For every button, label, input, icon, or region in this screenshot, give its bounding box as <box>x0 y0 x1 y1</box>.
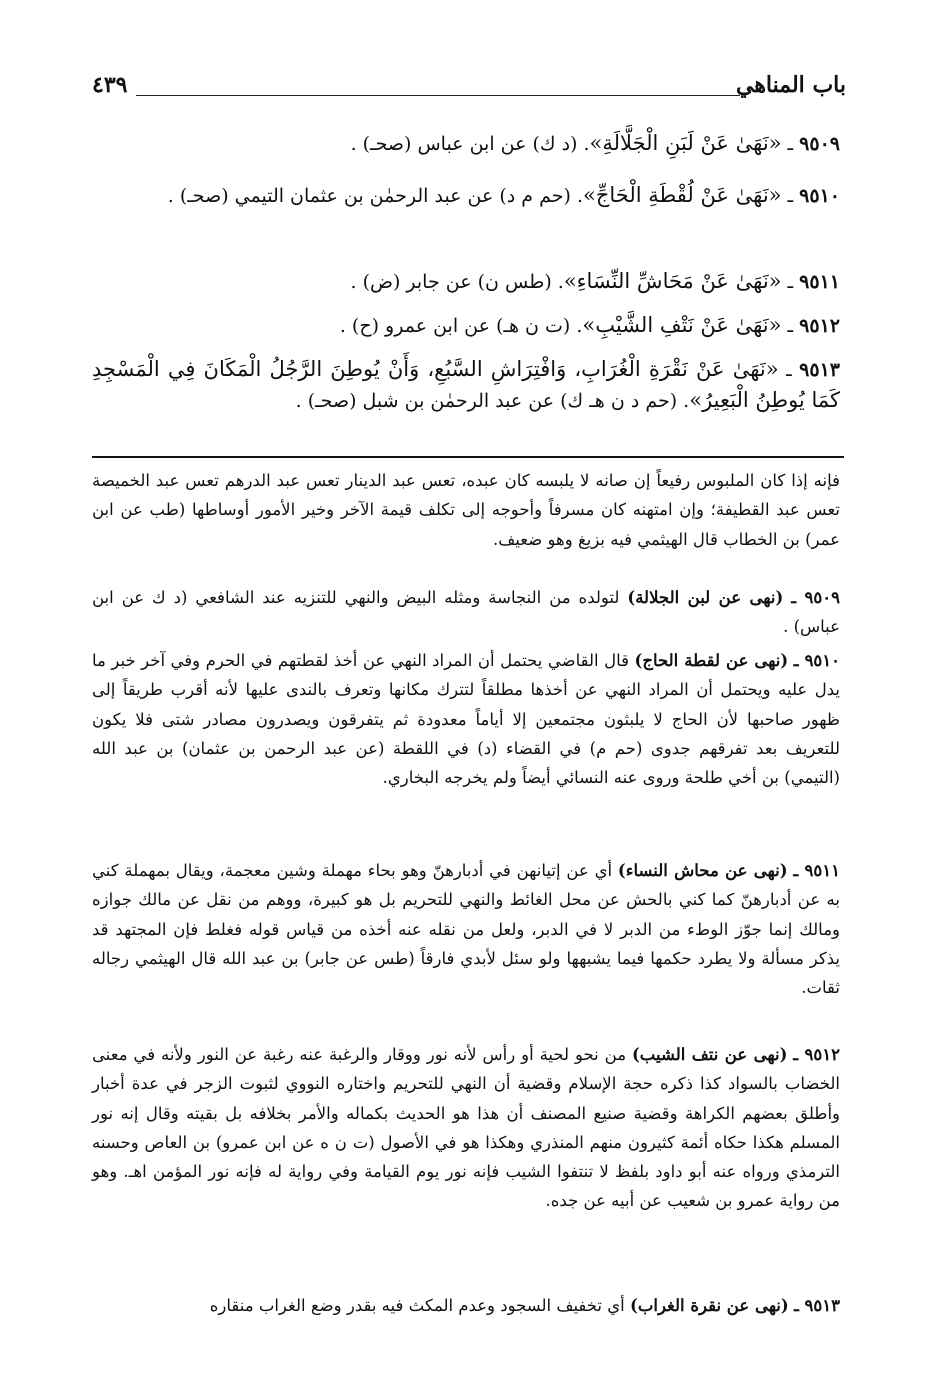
commentary-paragraph <box>92 856 840 1002</box>
hadith-source: . (د ك) عن ابن عباس (صحـ) . <box>350 133 590 155</box>
commentary-text: فإنه إذا كان الملبوس رفيعاً إن صانه لا يلبسه كان عبده، تعس عبد الدينار تعس عبد الدرهم تعس عبد الخميصة تعس عبد القطيفة؛ وإن امتهنه كان مسرفاً وأحوجه إلى تكلف قيمة الآخر وخير الأمور أوساطها (طب عن ابن عمر) بن الخطاب قال الهيثمي فيه بزيغ وهو ضعيف. <box>92 471 840 549</box>
section-divider <box>92 456 844 458</box>
hadith-number: ٩٥١٠ <box>799 185 840 207</box>
commentary-paragraph <box>92 583 840 642</box>
commentary-paragraph <box>92 646 840 792</box>
commentary-text: قال القاضي يحتمل أن المراد النهي عن أخذ لقطتهم في الحرم وفي آخر خبر ما يدل عليه ويحتمل أن المراد النهي عن أخذها مطلقاً لتترك مكانها وتعرف بالندى عليها لأنه أقرب طريقاً إلى ظهور صاحبها لأن الحاج لا يلبثون مجتمعين إلا أياماً معدودة ثم يتفرقون ويصدرون مصادر شتى فلا يكون للتعريف بعد تفرقهم جدوى (حم م) في القضاء (د) في اللقطة (عن عبد الرحمن بن عثمان) بن عبد الله (التيمي) بن أخي طلحة وروى عنه النسائي أيضاً ولم يخرجه البخاري. <box>92 651 840 788</box>
commentary-paragraph <box>92 1040 840 1216</box>
hadith-entry: ٩٥٠٩ ـ «نَهَىٰ عَنْ لَبَنِ الْجَلَّالَةِ». (د ك) عن ابن عباس (صحـ) . <box>350 131 840 155</box>
hadith-text: «نَهَىٰ عَنْ مَحَاشِّ النِّسَاءِ» <box>563 269 782 293</box>
hadith-text: «نَهَىٰ عَنْ لُقْطَةِ الْحَاجِّ» <box>583 183 782 207</box>
commentary-key: (نهى عن نقرة الغراب) <box>630 1296 789 1315</box>
commentary-text: لتولده من النجاسة ومثله البيض والنهي للتنزيه عند الشافعي (د ك عن ابن عباس) . <box>92 588 840 637</box>
commentary-text: أي عن إتيانهن في أدبارهنّ وهو بحاء مهملة وشين معجمة، ويقال بمهملة كني به عن أدبارهنّ كما كني بالحش عن محل الغائط والنهي للتحريم بل هو كبيرة، ووهم من نقل عن مالك جوازه ومالك إنما جوّز الوطء من الدبر لا في الدبر، ولعل من نقله عنه أخذه من قياس قوله فغلط فإن المجتهد قد يذكر مسألة ولا يطرد حكمها فيما يشبهها ولو سئل لأبدي فارقاً (طس عن جابر) بن عبد الله قال الهيثمي رجاله ثقات. <box>92 861 840 998</box>
commentary-key: (نهى عن لبن الجلالة) <box>627 588 784 607</box>
commentary-paragraph <box>92 1291 840 1320</box>
hadith-source: . (حم م د) عن عبد الرحمٰن بن عثمان التيمي (صحـ) . <box>167 185 583 207</box>
commentary-key: (نهى عن محاش النساء) <box>617 861 788 880</box>
hadith-source: . (طس ن) عن جابر (ض) . <box>350 271 564 293</box>
hadith-number: ٩٥١١ <box>799 271 840 293</box>
hadith-entry: ٩٥١٠ ـ «نَهَىٰ عَنْ لُقْطَةِ الْحَاجِّ». (حم م د) عن عبد الرحمٰن بن عثمان التيمي (صحـ) . <box>167 183 840 207</box>
hadith-source: . (حم د ن هـ ك) عن عبد الرحمٰن بن شبل (صحـ) . <box>295 390 690 412</box>
commentary-number: ٩٥١١ ـ <box>793 861 840 880</box>
hadith-text: «نَهَىٰ عَنْ لَبَنِ الْجَلَّالَةِ» <box>589 131 782 155</box>
commentary-number: ٩٥١٣ ـ <box>793 1296 840 1315</box>
hadith-entry: ٩٥١١ ـ «نَهَىٰ عَنْ مَحَاشِّ النِّسَاءِ». (طس ن) عن جابر (ض) . <box>350 269 840 293</box>
page-header <box>92 72 846 106</box>
header-rule <box>136 95 740 96</box>
chapter-title: باب المناهي <box>735 72 846 98</box>
hadith-entry: ٩٥١٢ ـ «نَهَىٰ عَنْ نَتْفِ الشَّيْبِ». (ت ن هـ) عن ابن عمرو (ح) . <box>339 313 840 337</box>
commentary-key: (نهى عن لقطة الحاج) <box>634 651 789 670</box>
commentary-number: ٩٥١٠ ـ <box>793 651 841 670</box>
hadith-number: ٩٥١٣ <box>799 359 840 381</box>
hadith-text: «نَهَىٰ عَنْ نَقْرَةِ الْغُرَابِ، وَافْتِرَاشِ السَّبُعِ، وَأَنْ يُوطِنَ الرَّجُلُ الْمَكَانَ فِي الْمَسْجِدِ كَمَا يُوطِنُ الْبَعِيرُ» <box>92 357 840 412</box>
hadith-number: ٩٥١٢ <box>799 315 840 337</box>
commentary-key: (نهى عن نتف الشيب) <box>632 1045 788 1064</box>
hadith-source: . (ت ن هـ) عن ابن عمرو (ح) . <box>339 315 583 337</box>
commentary-number: ٩٥١٢ ـ <box>793 1045 840 1064</box>
page-number: ٤٣٩ <box>92 72 128 98</box>
hadith-text: «نَهَىٰ عَنْ نَتْفِ الشَّيْبِ» <box>582 313 782 337</box>
commentary-text: من نحو لحية أو رأس لأنه نور ووقار والرغبة عنه رغبة عن النور ولأنه في معنى الخضاب بالسواد كذا ذكره حجة الإسلام وقضية أن النهي للتحريم واختاره النووي لثبوت الزجر في عدة أخبار وأطلق بعضهم الكراهة وقضية صنيع المصنف أن هذا هو الحديث بكماله والأمر بخلافه بل بقيته وقال إنه نور المسلم هكذا حكاه أئمة كثيرون منهم المنذري وهكذا هو في الأصول (ت ن ه عن ابن عمرو) بن العاص وحسنه الترمذي ورواه عنه أبو داود بلفظ لا تنتفوا الشيب فإنه نور يوم القيامة وفي رواية له فإنه نور المؤمن اهـ. وهو من رواية عمرو بن شعيب عن أبيه عن جده. <box>92 1045 840 1211</box>
commentary-number: ٩٥٠٩ ـ <box>791 588 840 607</box>
commentary-paragraph <box>92 466 840 554</box>
commentary-text: أي تخفيف السجود وعدم المكث فيه بقدر وضع الغراب منقاره <box>209 1296 625 1315</box>
hadith-number: ٩٥٠٩ <box>799 133 840 155</box>
hadith-entry: ٩٥١٣ ـ «نَهَىٰ عَنْ نَقْرَةِ الْغُرَابِ، وَافْتِرَاشِ السَّبُعِ، وَأَنْ يُوطِنَ الرَّجُلُ الْمَكَانَ فِي الْمَسْجِدِ كَمَا يُوطِنُ الْبَعِيرُ». (حم د ن هـ ك) عن عبد الرحمٰن بن شبل (صحـ) . <box>92 357 840 412</box>
